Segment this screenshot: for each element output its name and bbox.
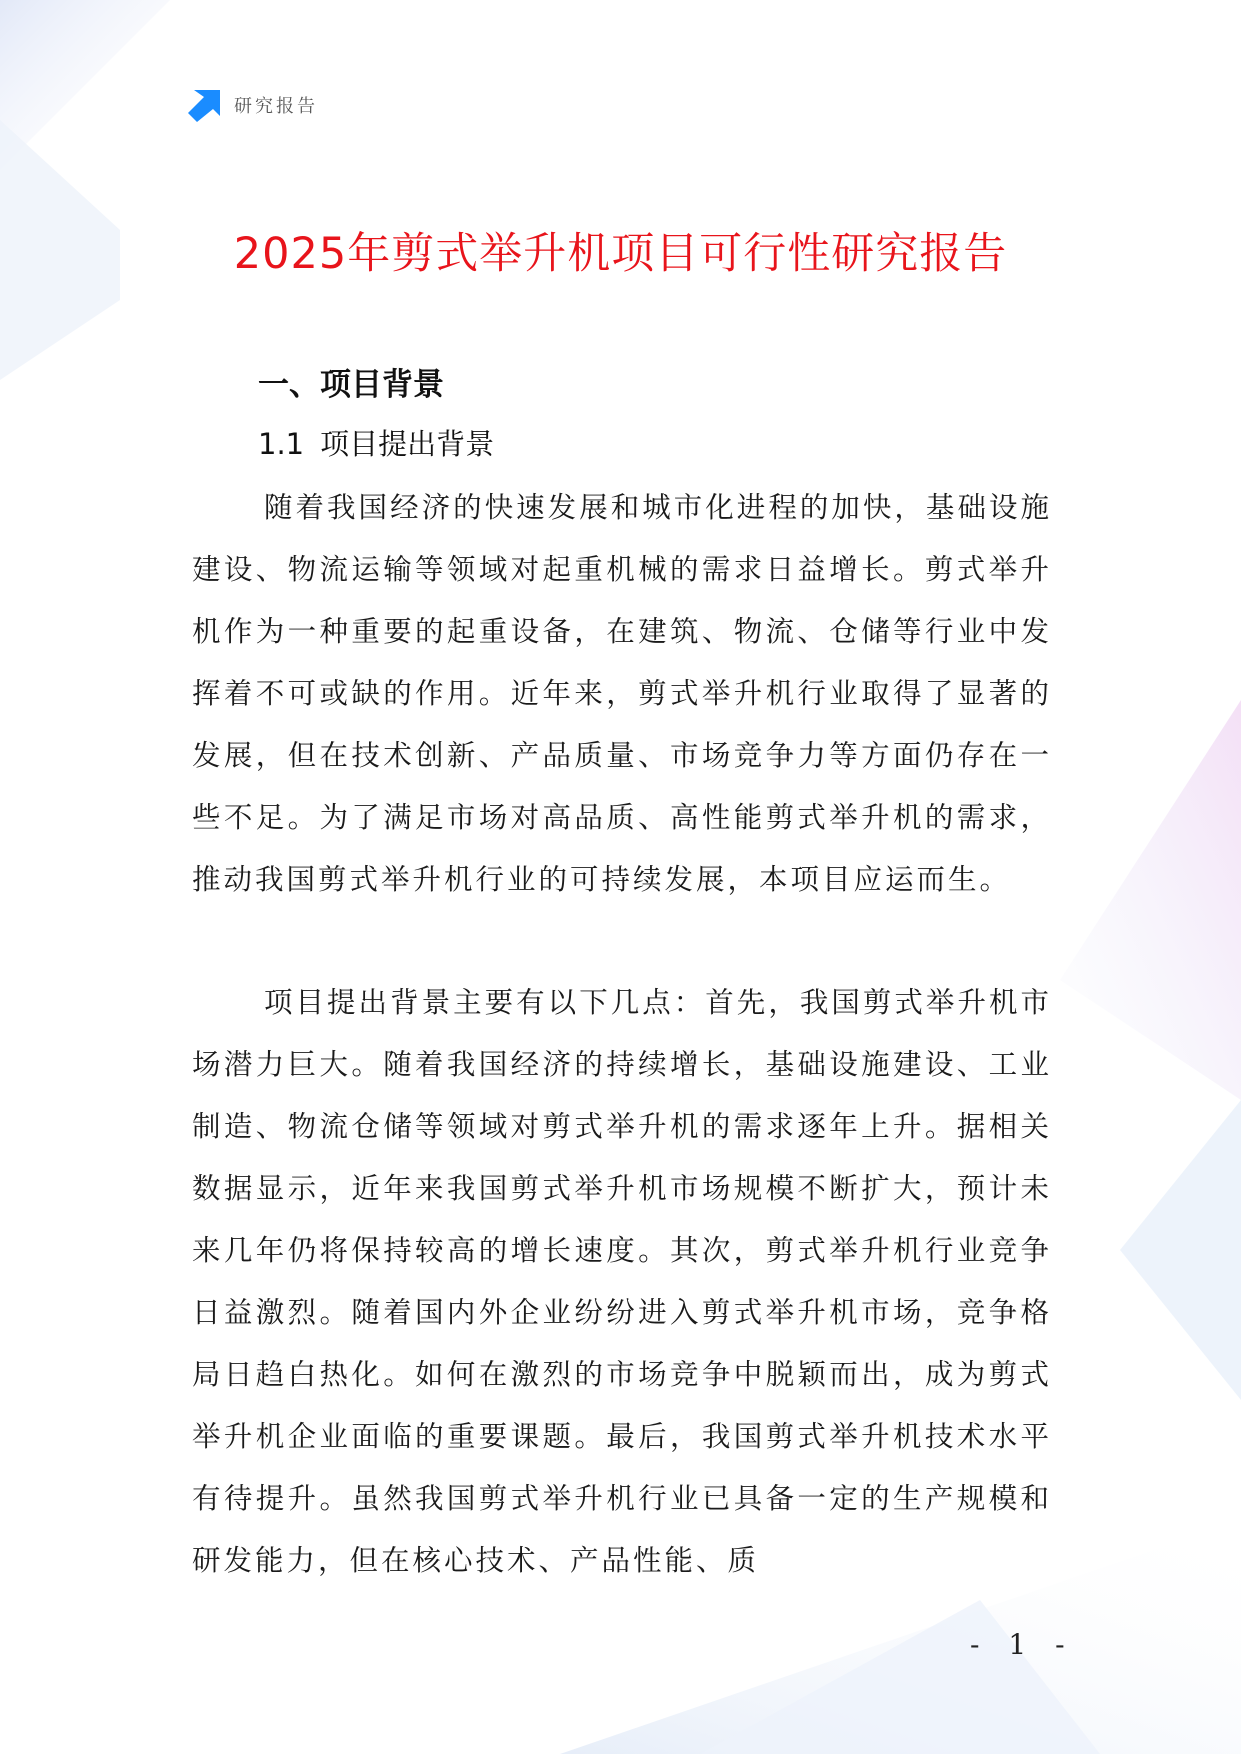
subsection-number: 1.1 — [258, 427, 305, 461]
paragraph-2: 项目提出背景主要有以下几点：首先，我国剪式举升机市场潜力巨大。随着我国经济的持续增长，基础设施建设、工业制造、物流仓储等领域对剪式举升机的需求逐年上升。据相关数据显示，近年来我国剪式举升机市场规模不断扩大，预计未来几年仍将保持较高的增长速度。其次，剪式举升机行业竞争日益激烈。随着国内外企业纷纷进入剪式举升机市场，竞争格局日趋白热化。如何在激烈的市场竞争中脱颖而出，成为剪式举升机企业面临的重要课题。最后，我国剪式举升机技术水平有待提升。虽然我国剪式举升机行业已具备一定的生产规模和研发能力，但在核心技术、产品性能、质 — [192, 986, 1052, 1577]
page-number: - 1 - — [970, 1628, 1075, 1661]
subsection-heading — [258, 422, 494, 463]
subsection-title: 项目提出背景 — [320, 427, 495, 461]
paragraph-1: 随着我国经济的快速发展和城市化进程的加快，基础设施建设、物流运输等领域对起重机械的需求日益增长。剪式举升机作为一种重要的起重设备，在建筑、物流、仓储等行业中发挥着不可或缺的作用。近年来，剪式举升机行业取得了显著的发展，但在技术创新、产品质量、市场竞争力等方面仍存在一些不足。为了满足市场对高品质、高性能剪式举升机的需求，推动我国剪式举升机行业的可持续发展，本项目应运而生。 — [192, 491, 1052, 896]
document-title: 2025年剪式举升机项目可行性研究报告 — [233, 229, 1008, 279]
header-label: 研究报告 — [234, 96, 318, 117]
arrow-up-right-icon — [188, 88, 222, 122]
section-heading: 一、项目背景 — [258, 367, 444, 403]
report-header — [188, 88, 318, 122]
